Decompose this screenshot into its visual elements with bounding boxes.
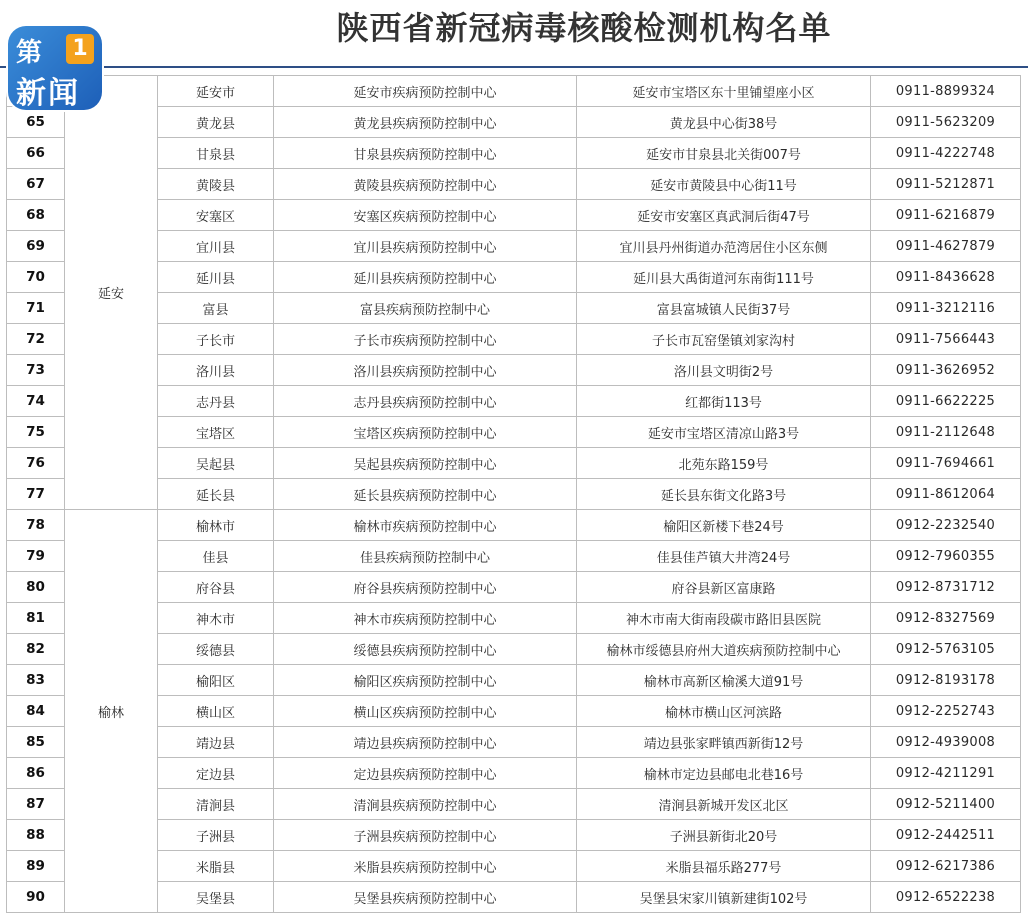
phone-cell: 0911-6622225 <box>871 386 1021 417</box>
organization-cell: 吴起县疾病预防控制中心 <box>274 448 577 479</box>
row-number: 72 <box>7 324 65 355</box>
row-number: 68 <box>7 200 65 231</box>
county-cell: 甘泉县 <box>158 138 274 169</box>
organization-cell: 绥德县疾病预防控制中心 <box>274 634 577 665</box>
address-cell: 榆林市横山区河滨路 <box>577 696 871 727</box>
organization-cell: 富县疾病预防控制中心 <box>274 293 577 324</box>
row-number: 65 <box>7 107 65 138</box>
table-row <box>7 417 1021 448</box>
row-number: 90 <box>7 882 65 913</box>
row-number: 76 <box>7 448 65 479</box>
phone-cell: 0912-2442511 <box>871 820 1021 851</box>
phone-cell: 0911-4627879 <box>871 231 1021 262</box>
address-cell: 延安市甘泉县北关街007号 <box>577 138 871 169</box>
table-row <box>7 820 1021 851</box>
phone-cell: 0911-5212871 <box>871 169 1021 200</box>
county-cell: 宝塔区 <box>158 417 274 448</box>
phone-cell: 0912-8731712 <box>871 572 1021 603</box>
row-number: 85 <box>7 727 65 758</box>
address-cell: 延长县东街文化路3号 <box>577 479 871 510</box>
address-cell: 佳县佳芦镇大井湾24号 <box>577 541 871 572</box>
table-row <box>7 479 1021 510</box>
phone-cell: 0912-6217386 <box>871 851 1021 882</box>
county-cell: 榆阳区 <box>158 665 274 696</box>
organization-cell: 榆林市疾病预防控制中心 <box>274 510 577 541</box>
row-number: 66 <box>7 138 65 169</box>
address-cell: 延安市宝塔区东十里铺望座小区 <box>577 76 871 107</box>
organization-cell: 清涧县疾病预防控制中心 <box>274 789 577 820</box>
organization-cell: 佳县疾病预防控制中心 <box>274 541 577 572</box>
phone-cell: 0912-2232540 <box>871 510 1021 541</box>
address-cell: 子长市瓦窑堡镇刘家沟村 <box>577 324 871 355</box>
county-cell: 靖边县 <box>158 727 274 758</box>
organization-cell: 横山区疾病预防控制中心 <box>274 696 577 727</box>
county-cell: 子长市 <box>158 324 274 355</box>
row-number: 84 <box>7 696 65 727</box>
organization-cell: 府谷县疾病预防控制中心 <box>274 572 577 603</box>
region-cell: 榆林 <box>65 510 158 913</box>
county-cell: 富县 <box>158 293 274 324</box>
organization-cell: 延安市疾病预防控制中心 <box>274 76 577 107</box>
organization-cell: 甘泉县疾病预防控制中心 <box>274 138 577 169</box>
organization-cell: 宝塔区疾病预防控制中心 <box>274 417 577 448</box>
address-cell: 米脂县福乐路277号 <box>577 851 871 882</box>
organization-cell: 子洲县疾病预防控制中心 <box>274 820 577 851</box>
row-number: 89 <box>7 851 65 882</box>
county-cell: 子洲县 <box>158 820 274 851</box>
table-row <box>7 727 1021 758</box>
address-cell: 榆林市高新区榆溪大道91号 <box>577 665 871 696</box>
table-row <box>7 107 1021 138</box>
table-row <box>7 572 1021 603</box>
organization-cell: 黄陵县疾病预防控制中心 <box>274 169 577 200</box>
address-cell: 洛川县文明街2号 <box>577 355 871 386</box>
address-cell: 府谷县新区富康路 <box>577 572 871 603</box>
county-cell: 延安市 <box>158 76 274 107</box>
table-row <box>7 262 1021 293</box>
table-body <box>7 76 1021 913</box>
organization-cell: 子长市疾病预防控制中心 <box>274 324 577 355</box>
row-number: 67 <box>7 169 65 200</box>
county-cell: 黄陵县 <box>158 169 274 200</box>
phone-cell: 0912-7960355 <box>871 541 1021 572</box>
row-number: 75 <box>7 417 65 448</box>
phone-cell: 0911-4222748 <box>871 138 1021 169</box>
row-number: 73 <box>7 355 65 386</box>
phone-cell: 0912-6522238 <box>871 882 1021 913</box>
organization-cell: 安塞区疾病预防控制中心 <box>274 200 577 231</box>
phone-cell: 0911-3626952 <box>871 355 1021 386</box>
county-cell: 宜川县 <box>158 231 274 262</box>
address-cell: 榆林市定边县邮电北巷16号 <box>577 758 871 789</box>
page-title: 陕西省新冠病毒核酸检测机构名单 <box>336 9 832 47</box>
phone-cell: 0912-4211291 <box>871 758 1021 789</box>
organization-cell: 榆阳区疾病预防控制中心 <box>274 665 577 696</box>
phone-cell: 0911-6216879 <box>871 200 1021 231</box>
table-row <box>7 541 1021 572</box>
table-row <box>7 386 1021 417</box>
table-row <box>7 510 1021 541</box>
address-cell: 清涧县新城开发区北区 <box>577 789 871 820</box>
phone-cell: 0911-5623209 <box>871 107 1021 138</box>
row-number: 69 <box>7 231 65 262</box>
phone-cell: 0911-7566443 <box>871 324 1021 355</box>
row-number: 70 <box>7 262 65 293</box>
logo-text-top: 第 <box>16 38 43 68</box>
logo-text-bottom: 新闻 <box>16 76 80 110</box>
phone-cell: 0912-8327569 <box>871 603 1021 634</box>
county-cell: 米脂县 <box>158 851 274 882</box>
region-cell: 延安 <box>65 76 158 510</box>
address-cell: 榆阳区新楼下巷24号 <box>577 510 871 541</box>
organization-cell: 黄龙县疾病预防控制中心 <box>274 107 577 138</box>
county-cell: 黄龙县 <box>158 107 274 138</box>
address-cell: 北苑东路159号 <box>577 448 871 479</box>
table-row <box>7 665 1021 696</box>
phone-cell: 0911-8612064 <box>871 479 1021 510</box>
county-cell: 延长县 <box>158 479 274 510</box>
address-cell: 子洲县新街北20号 <box>577 820 871 851</box>
county-cell: 横山区 <box>158 696 274 727</box>
address-cell: 富县富城镇人民街37号 <box>577 293 871 324</box>
address-cell: 延安市安塞区真武洞后街47号 <box>577 200 871 231</box>
phone-cell: 0911-8436628 <box>871 262 1021 293</box>
county-cell: 安塞区 <box>158 200 274 231</box>
title-divider <box>0 66 1028 68</box>
table-row <box>7 324 1021 355</box>
phone-cell: 0912-5211400 <box>871 789 1021 820</box>
organization-cell: 定边县疾病预防控制中心 <box>274 758 577 789</box>
organization-cell: 延川县疾病预防控制中心 <box>274 262 577 293</box>
county-cell: 吴起县 <box>158 448 274 479</box>
address-cell: 延川县大禹街道河东南街111号 <box>577 262 871 293</box>
row-number: 88 <box>7 820 65 851</box>
row-number: 81 <box>7 603 65 634</box>
organization-cell: 米脂县疾病预防控制中心 <box>274 851 577 882</box>
phone-cell: 0912-5763105 <box>871 634 1021 665</box>
table-row <box>7 882 1021 913</box>
table-row <box>7 634 1021 665</box>
address-cell: 榆林市绥德县府州大道疾病预防控制中心 <box>577 634 871 665</box>
county-cell: 志丹县 <box>158 386 274 417</box>
address-cell: 红都街113号 <box>577 386 871 417</box>
phone-cell: 0912-4939008 <box>871 727 1021 758</box>
table-row <box>7 355 1021 386</box>
county-cell: 神木市 <box>158 603 274 634</box>
phone-cell: 0912-2252743 <box>871 696 1021 727</box>
row-number: 80 <box>7 572 65 603</box>
table-row <box>7 851 1021 882</box>
table-row <box>7 138 1021 169</box>
phone-cell: 0912-8193178 <box>871 665 1021 696</box>
table-row <box>7 603 1021 634</box>
county-cell: 延川县 <box>158 262 274 293</box>
row-number: 86 <box>7 758 65 789</box>
county-cell: 洛川县 <box>158 355 274 386</box>
row-number: 79 <box>7 541 65 572</box>
table-row <box>7 758 1021 789</box>
table-row <box>7 696 1021 727</box>
phone-cell: 0911-7694661 <box>871 448 1021 479</box>
row-number: 87 <box>7 789 65 820</box>
county-cell: 清涧县 <box>158 789 274 820</box>
news-logo <box>8 26 102 110</box>
organization-cell: 宜川县疾病预防控制中心 <box>274 231 577 262</box>
organization-cell: 神木市疾病预防控制中心 <box>274 603 577 634</box>
address-cell: 延安市黄陵县中心街11号 <box>577 169 871 200</box>
row-number: 77 <box>7 479 65 510</box>
address-cell: 延安市宝塔区清凉山路3号 <box>577 417 871 448</box>
county-cell: 榆林市 <box>158 510 274 541</box>
phone-cell: 0911-8899324 <box>871 76 1021 107</box>
row-number: 71 <box>7 293 65 324</box>
county-cell: 定边县 <box>158 758 274 789</box>
row-number: 78 <box>7 510 65 541</box>
county-cell: 吴堡县 <box>158 882 274 913</box>
address-cell: 神木市南大街南段碳市路旧县医院 <box>577 603 871 634</box>
county-cell: 府谷县 <box>158 572 274 603</box>
address-cell: 宜川县丹州街道办范湾居住小区东侧 <box>577 231 871 262</box>
table-row <box>7 789 1021 820</box>
county-cell: 绥德县 <box>158 634 274 665</box>
table-row <box>7 231 1021 262</box>
table-row <box>7 293 1021 324</box>
organization-cell: 志丹县疾病预防控制中心 <box>274 386 577 417</box>
table-row <box>7 448 1021 479</box>
address-cell: 靖边县张家畔镇西新街12号 <box>577 727 871 758</box>
organization-cell: 延长县疾病预防控制中心 <box>274 479 577 510</box>
organization-cell: 靖边县疾病预防控制中心 <box>274 727 577 758</box>
table-row <box>7 76 1021 107</box>
testing-institutions-table <box>6 75 1021 913</box>
table-row <box>7 200 1021 231</box>
organization-cell: 吴堡县疾病预防控制中心 <box>274 882 577 913</box>
row-number: 83 <box>7 665 65 696</box>
address-cell: 吴堡县宋家川镇新建街102号 <box>577 882 871 913</box>
phone-cell: 0911-3212116 <box>871 293 1021 324</box>
logo-badge: 1 <box>66 34 94 64</box>
phone-cell: 0911-2112648 <box>871 417 1021 448</box>
row-number: 74 <box>7 386 65 417</box>
table-row <box>7 169 1021 200</box>
row-number: 82 <box>7 634 65 665</box>
organization-cell: 洛川县疾病预防控制中心 <box>274 355 577 386</box>
address-cell: 黄龙县中心街38号 <box>577 107 871 138</box>
county-cell: 佳县 <box>158 541 274 572</box>
